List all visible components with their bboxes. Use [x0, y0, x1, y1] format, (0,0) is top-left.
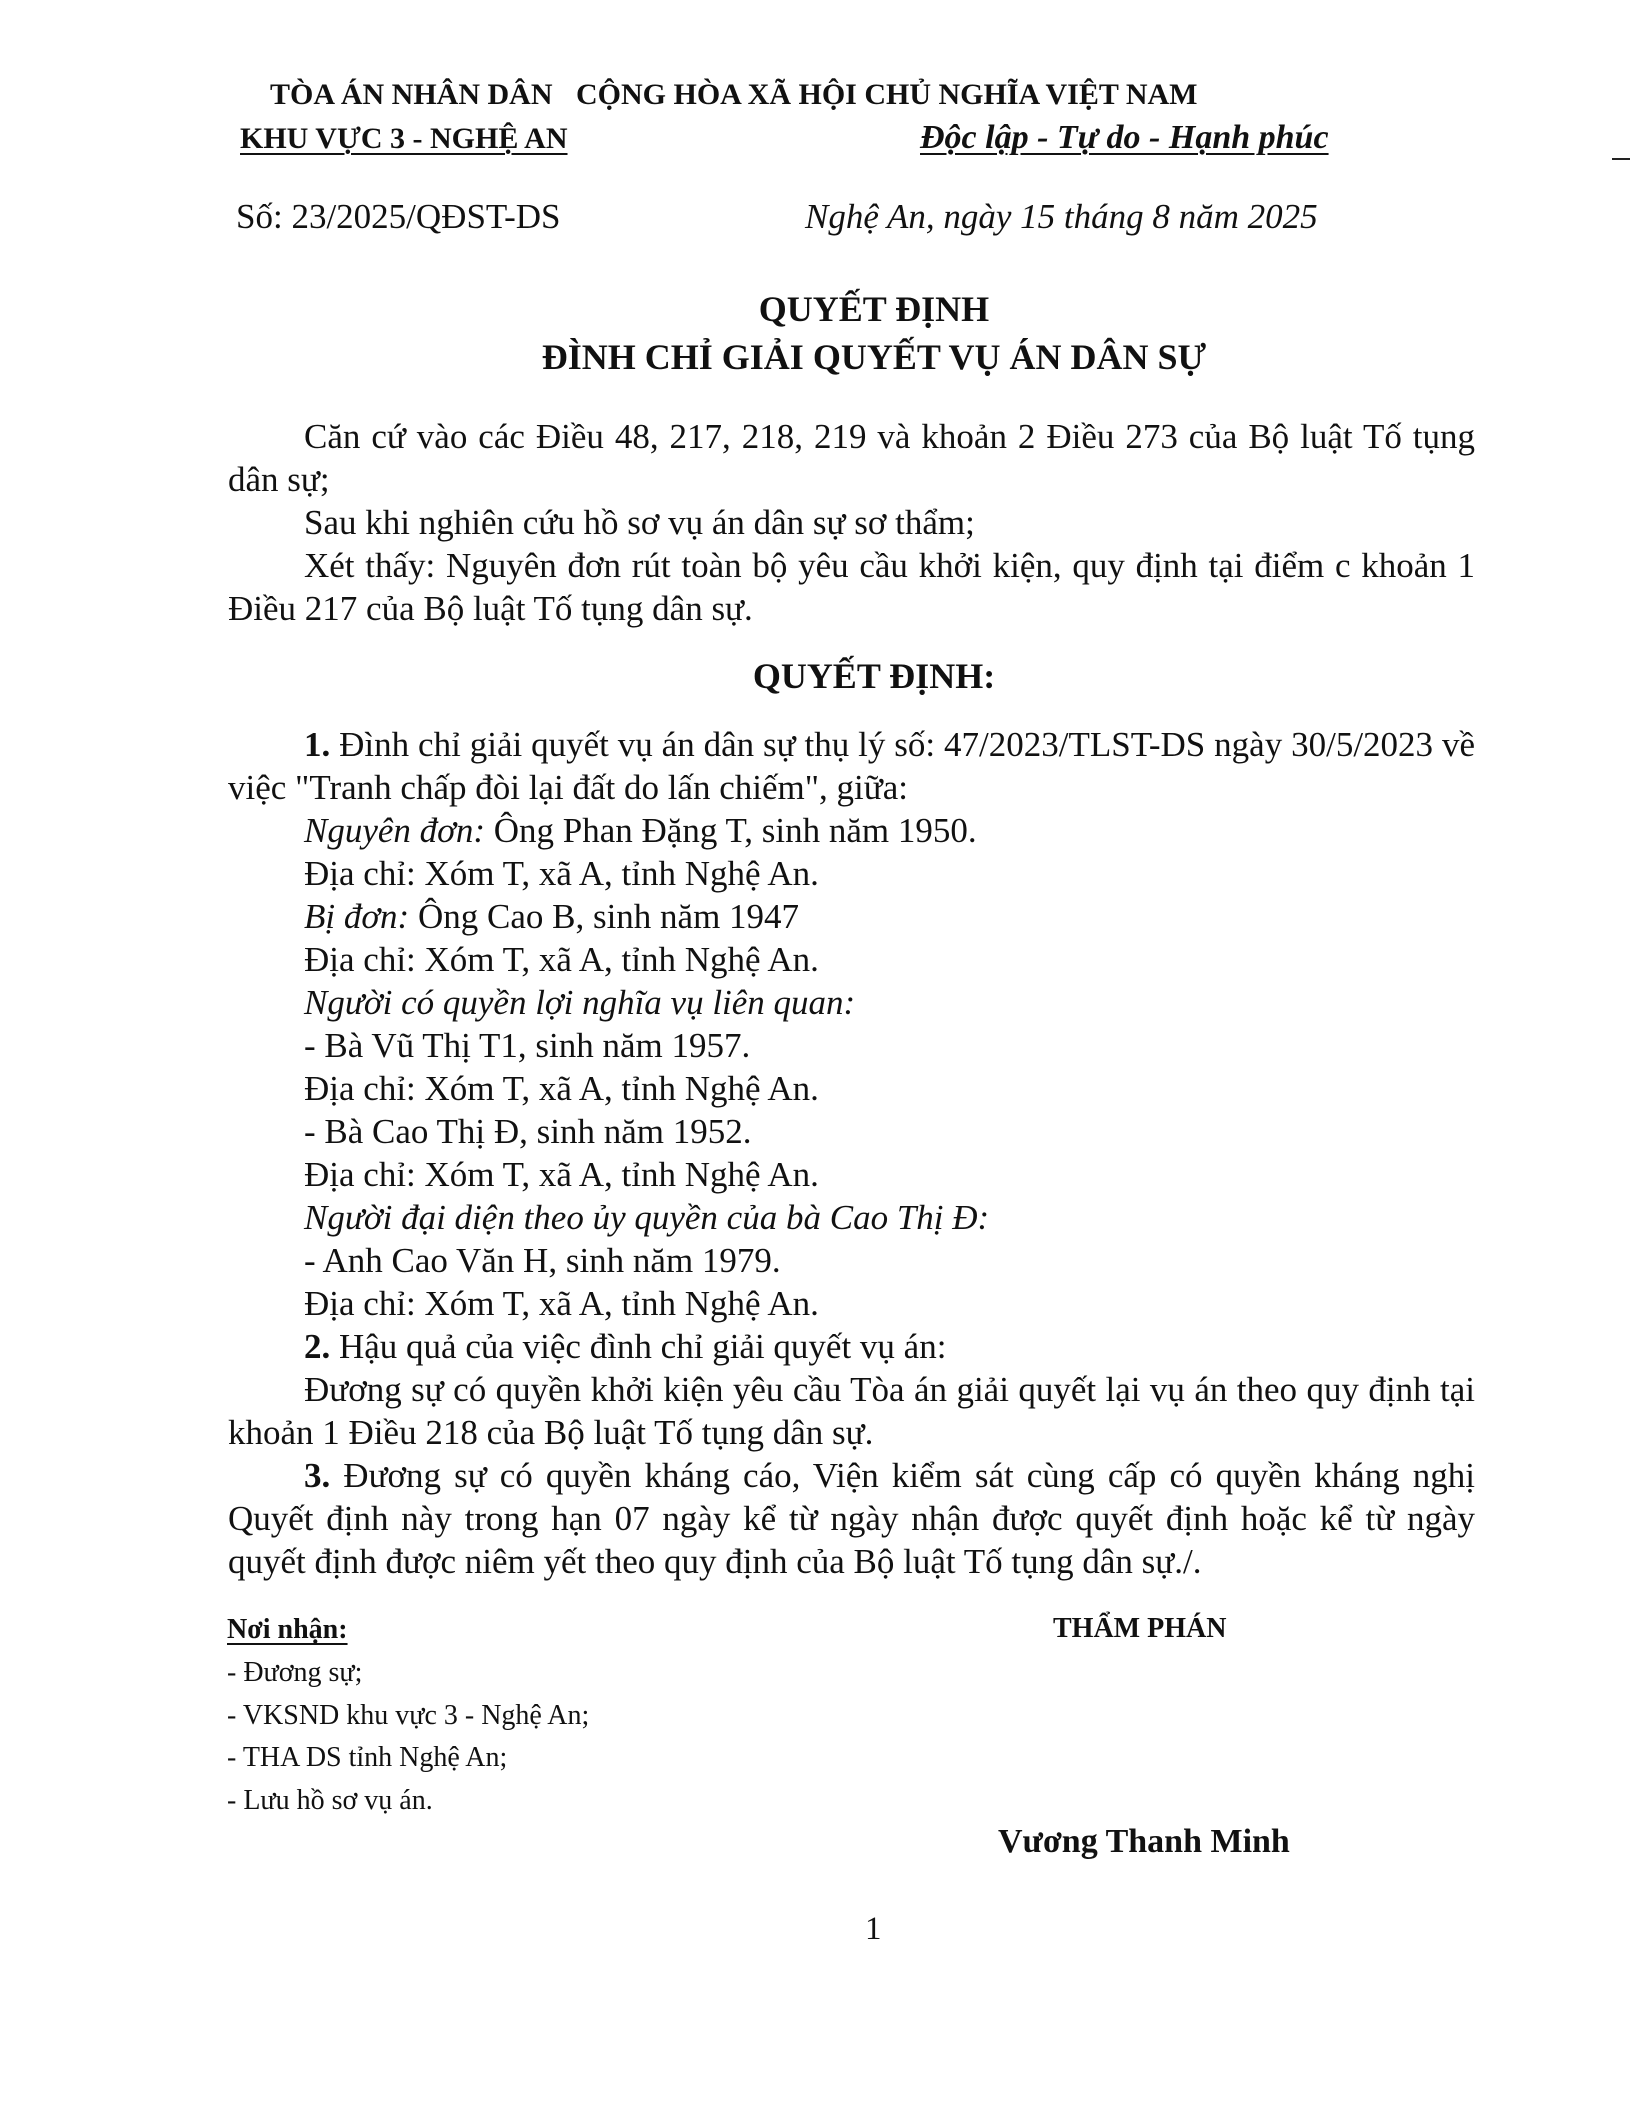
recipient-item: - THA DS tỉnh Nghệ An;: [227, 1742, 508, 1773]
item-3-number: 3.: [304, 1456, 331, 1495]
related-party-1: - Bà Vũ Thị T1, sinh năm 1957.: [304, 1026, 751, 1065]
related-party-2-address: Địa chỉ: Xóm T, xã A, tỉnh Nghệ An.: [304, 1155, 819, 1194]
recipient-item: - VKSND khu vực 3 - Nghệ An;: [227, 1700, 590, 1731]
recipients-label: Nơi nhận:: [227, 1614, 348, 1645]
plaintiff: [228, 809, 1475, 852]
item-2-heading: Hậu quả của việc đình chỉ giải quyết vụ án:: [330, 1327, 947, 1366]
representative: - Anh Cao Văn H, sinh năm 1979.: [304, 1241, 781, 1280]
court-name-line2: KHU VỰC 3 - NGHỆ AN: [240, 122, 568, 155]
defendant-label: Bị đơn:: [304, 897, 410, 936]
document-number: Số: 23/2025/QĐST-DS: [236, 197, 561, 236]
plaintiff-address: Địa chỉ: Xóm T, xã A, tỉnh Nghệ An.: [304, 854, 819, 893]
item-1: [228, 723, 1475, 809]
nation-name: CỘNG HÒA XÃ HỘI CHỦ NGHĨA VIỆT NAM: [576, 78, 1198, 111]
signer-name: Vương Thanh Minh: [998, 1823, 1290, 1860]
court-name-line1: TÒA ÁN NHÂN DÂN: [270, 78, 553, 111]
legal-basis: [228, 415, 1475, 630]
defendant-value: Ông Cao B, sinh năm 1947: [409, 897, 800, 936]
related-party-1-address: Địa chỉ: Xóm T, xã A, tỉnh Nghệ An.: [304, 1069, 819, 1108]
basis-paragraph-3: Xét thấy: Nguyên đơn rút toàn bộ yêu cầu khởi kiện, quy định tại điểm c khoản 1 Điều 217 của Bộ luật Tố tụng dân sự.: [228, 546, 1475, 628]
representative-address: Địa chỉ: Xóm T, xã A, tỉnh Nghệ An.: [304, 1284, 819, 1323]
place-date: Nghệ An, ngày 15 tháng 8 năm 2025: [805, 197, 1318, 236]
item-3-text: Đương sự có quyền kháng cáo, Viện kiểm sát cùng cấp có quyền kháng nghị Quyết định này trong hạn 07 ngày kể từ ngày nhận được quyết định hoặc kể từ ngày quyết định được niêm yết theo quy định của Bộ luật Tố tụng dân sự./.: [228, 1456, 1475, 1581]
item-2: [228, 1325, 1475, 1368]
related-party-2: - Bà Cao Thị Đ, sinh năm 1952.: [304, 1112, 752, 1151]
item-2-text: Đương sự có quyền khởi kiện yêu cầu Tòa án giải quyết lại vụ án theo quy định tại khoản 1 Điều 218 của Bộ luật Tố tụng dân sự.: [228, 1370, 1475, 1452]
signature-title: THẨM PHÁN: [1053, 1613, 1227, 1644]
item-2-number: 2.: [304, 1327, 331, 1366]
document-subtitle: ĐÌNH CHỈ GIẢI QUYẾT VỤ ÁN DÂN SỰ: [541, 337, 1207, 377]
basis-paragraph-1: Căn cứ vào các Điều 48, 217, 218, 219 và khoản 2 Điều 273 của Bộ luật Tố tụng dân sự;: [228, 417, 1475, 499]
decision-body: [228, 723, 1475, 1583]
related-party-label: Người có quyền lợi nghĩa vụ liên quan:: [304, 983, 856, 1022]
basis-paragraph-2: Sau khi nghiên cứu hồ sơ vụ án dân sự sơ thẩm;: [304, 503, 975, 542]
item-1-text: Đình chỉ giải quyết vụ án dân sự thụ lý số: 47/2023/TLST-DS ngày 30/5/2023 về việc "Tranh chấp đòi lại đất do lấn chiếm", giữa:: [228, 725, 1475, 807]
representative-label: Người đại diện theo ủy quyền của bà Cao Thị Đ:: [304, 1198, 990, 1237]
recipient-item: - Lưu hồ sơ vụ án.: [227, 1785, 433, 1816]
item-3: [228, 1454, 1475, 1583]
item-1-number: 1.: [304, 725, 331, 764]
edge-mark: [1612, 158, 1630, 160]
document-title: QUYẾT ĐỊNH: [758, 289, 990, 329]
national-motto: Độc lập - Tự do - Hạnh phúc: [920, 119, 1329, 156]
defendant-address: Địa chỉ: Xóm T, xã A, tỉnh Nghệ An.: [304, 940, 819, 979]
recipient-item: - Đương sự;: [227, 1657, 363, 1688]
decision-heading: QUYẾT ĐỊNH:: [752, 656, 996, 696]
plaintiff-value: Ông Phan Đặng T, sinh năm 1950.: [485, 811, 977, 850]
plaintiff-label: Nguyên đơn:: [304, 811, 485, 850]
defendant: [228, 895, 1475, 938]
page-number: 1: [865, 1911, 882, 1947]
